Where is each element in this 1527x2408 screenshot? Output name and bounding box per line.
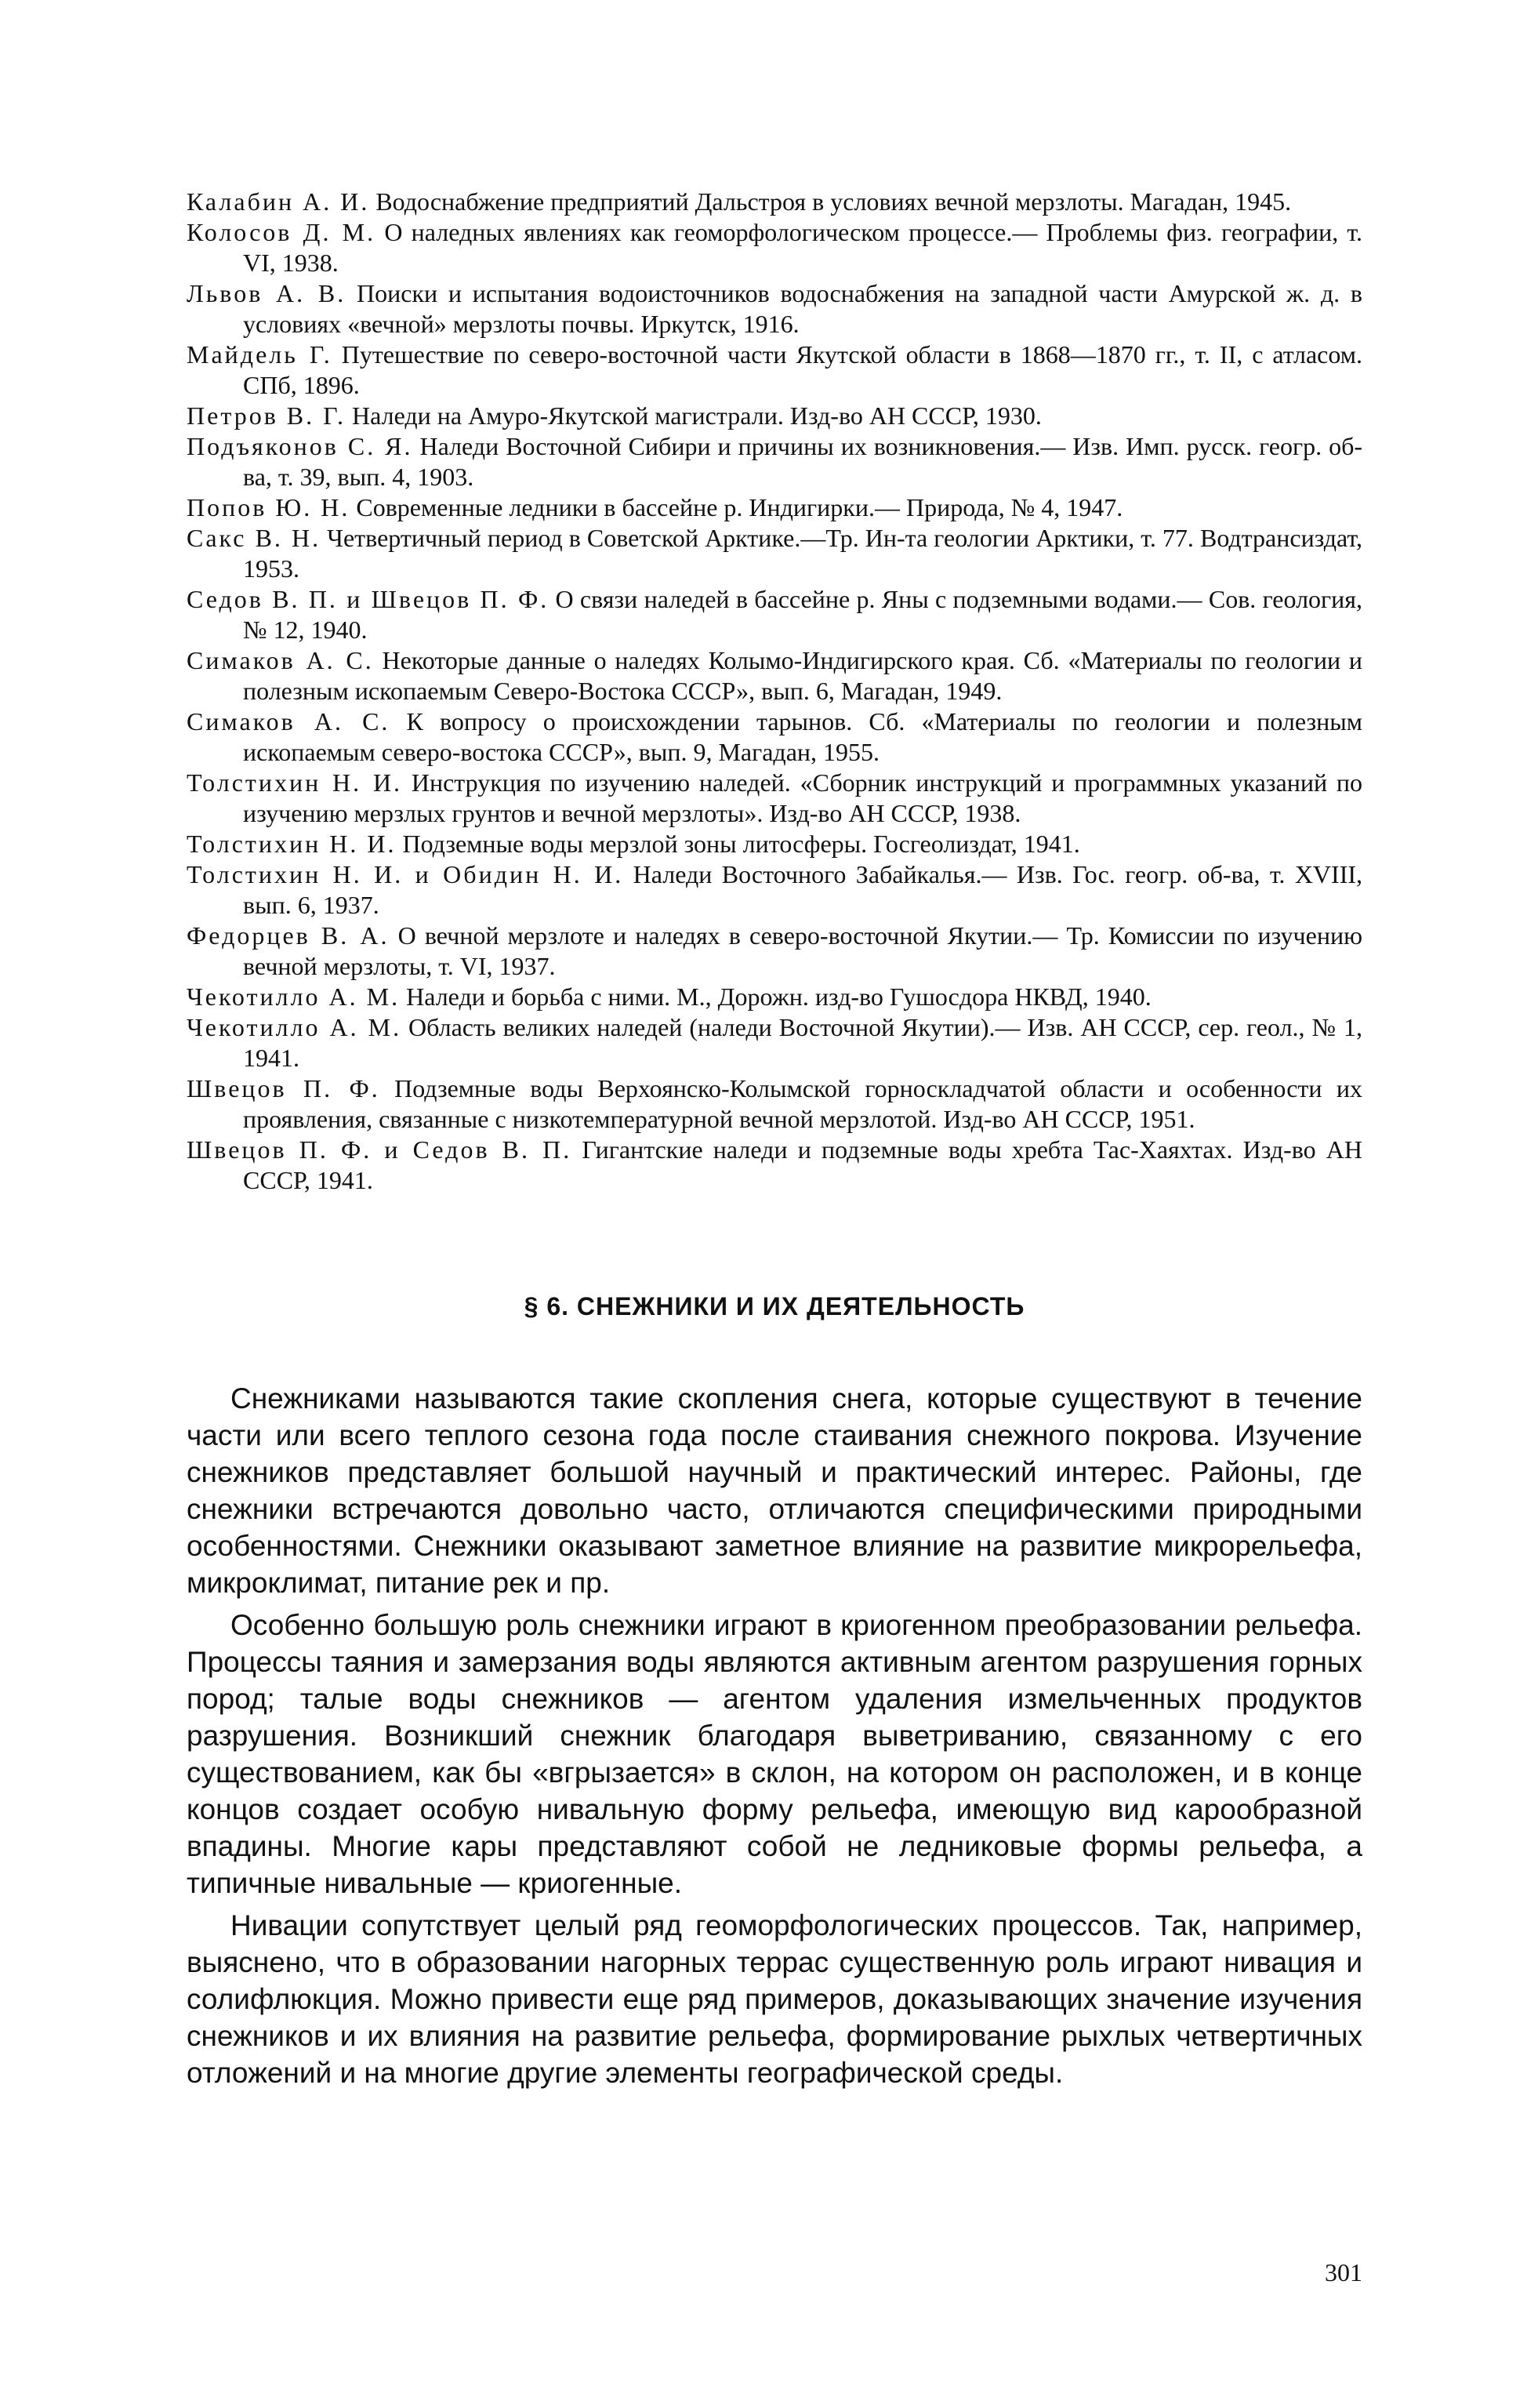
reference-author: Львов А. В. bbox=[187, 279, 346, 307]
reference-entry bbox=[187, 768, 1362, 829]
reference-text: Область великих наледей (наледи Восточной Якутии).— Изв. АН СССР, сер. геол., № 1, 1941. bbox=[243, 1013, 1362, 1072]
reference-text: Инструкция по изучению наледей. «Сборник инструкций и программных указаний по изучению мерзлых грунтов и вечной мерзлоты». Изд-во АН СССР, 1938. bbox=[243, 768, 1363, 827]
reference-text: Поиски и испытания водоисточников водоснабжения на западной части Амурской ж. д. в условиях «вечной» мерзлоты почвы. Иркутск, 1916. bbox=[243, 279, 1363, 338]
reference-entry bbox=[187, 401, 1362, 431]
reference-author: Майдель Г. bbox=[187, 340, 332, 369]
reference-author: Симаков А. С. bbox=[187, 646, 374, 674]
reference-author: Сакс В. Н. bbox=[187, 524, 321, 552]
reference-text: Путешествие по северо-восточной части Якутской области в 1868—1870 гг., т. II, с атласом. СПб, 1896. bbox=[243, 340, 1363, 399]
section-heading: § 6. СНЕЖНИКИ И ИХ ДЕЯТЕЛЬНОСТЬ bbox=[524, 1292, 1025, 1320]
page-number: 301 bbox=[1325, 2258, 1362, 2286]
reference-author: Петров В. Г. bbox=[187, 401, 346, 430]
reference-entry bbox=[187, 584, 1362, 645]
reference-text: О наледных явлениях как геоморфологическом процессе.— Проблемы физ. географии, т. VI, 1938. bbox=[243, 218, 1363, 277]
reference-author: Швецов П. Ф. bbox=[187, 1074, 380, 1102]
reference-author: Колосов Д. М. bbox=[187, 218, 376, 246]
reference-entry bbox=[187, 187, 1362, 217]
reference-entry bbox=[187, 523, 1362, 584]
reference-entry bbox=[187, 431, 1362, 492]
reference-entry bbox=[187, 645, 1362, 706]
reference-entry bbox=[187, 921, 1362, 982]
reference-entry bbox=[187, 492, 1362, 523]
body-paragraph: Снежниками называются такие скопления снега, которые существуют в течение части или всего теплого сезона года после стаивания снежного покрова. Изучение снежников представляет большой научный и практический интерес. Районы, где снежники встречаются довольно часто, отличаются специфическими природными особенностями. Снежники оказывают заметное влияние на развитие микрорельефа, микроклимат, питание рек и пр. bbox=[187, 1382, 1362, 1599]
reference-entry bbox=[187, 1073, 1362, 1135]
reference-text: Некоторые данные о наледях Колымо-Индигирского края. Сб. «Материалы по геологии и полезным ископаемым Северо-Востока СССР», вып. 6, Магадан, 1949. bbox=[243, 646, 1363, 705]
reference-text: Водоснабжение предприятий Дальстроя в условиях вечной мерзлоты. Магадан, 1945. bbox=[369, 187, 1292, 216]
reference-entry bbox=[187, 1012, 1362, 1073]
reference-author: Федорцев В. А. bbox=[187, 921, 390, 950]
reference-author: Швецов П. Ф. и Седов В. П. bbox=[187, 1135, 572, 1164]
reference-author: Симаков А. С. bbox=[187, 707, 390, 735]
body-paragraph: Особенно большую роль снежники играют в криогенном преобразовании рельефа. Процессы таяния и замерзания воды являются активным агентом разрушения горных пород; талые воды снежников — агентом удаления измельченных продуктов разрушения. Возникший снежник благодаря выветриванию, связанному с его существованием, как бы «вгрызается» в склон, на котором он расположен, и в конце концов создает особую нивальную форму рельефа, имеющую вид карообразной впадины. Многие кары представляют собой не ледниковые формы рельефа, а типичные нивальные — криогенные. bbox=[187, 1609, 1362, 1899]
reference-text: Наледи на Амуро-Якутской магистрали. Изд-во АН СССР, 1930. bbox=[346, 401, 1042, 430]
reference-text: Наледи Восточного Забайкалья.— Изв. Гос. геогр. об-ва, т. XVIII, вып. 6, 1937. bbox=[243, 860, 1363, 919]
reference-text: Наледи и борьба с ними. М., Дорожн. изд-во Гушосдора НКВД, 1940. bbox=[400, 982, 1152, 1011]
reference-entry bbox=[187, 1135, 1362, 1196]
reference-entry bbox=[187, 829, 1362, 859]
reference-text: Гигантские наледи и подземные воды хребта Тас-Хаяхтах. Изд-во АН СССР, 1941. bbox=[243, 1135, 1363, 1194]
reference-text: О вечной мерзлоте и наледях в северо-восточной Якутии.— Тр. Комиссии по изучению вечной мерзлоты, т. VI, 1937. bbox=[243, 921, 1363, 980]
reference-entry bbox=[187, 278, 1362, 340]
reference-author: Толстихин Н. И. и Обидин Н. И. bbox=[187, 860, 624, 888]
reference-text: Подземные воды Верхоянско-Колымской горноскладчатой области и особенности их проявления, связанные с низкотемпературной вечной мерзлотой. Изд-во АН СССР, 1951. bbox=[243, 1074, 1363, 1133]
reference-author: Толстихин Н. И. bbox=[187, 830, 397, 858]
reference-author: Попов Ю. Н. bbox=[187, 493, 350, 521]
reference-text: Наледи Восточной Сибири и причины их возникновения.— Изв. Имп. русск. геогр. об-ва, т. 39, вып. 4, 1903. bbox=[243, 432, 1363, 491]
reference-entry bbox=[187, 982, 1362, 1012]
reference-author: Толстихин Н. И. bbox=[187, 768, 403, 797]
reference-entry bbox=[187, 340, 1362, 401]
reference-author: Седов В. П. и Швецов П. Ф. bbox=[187, 585, 550, 613]
reference-entry bbox=[187, 706, 1362, 768]
reference-text: О связи наледей в бассейне р. Яны с подземными водами.— Сов. геология, № 12, 1940. bbox=[243, 585, 1363, 644]
reference-author: Подъяконов С. Я. bbox=[187, 432, 413, 460]
reference-author: Калабин А. И. bbox=[187, 187, 370, 216]
body-paragraph: Нивации сопутствует целый ряд геоморфологических процессов. Так, например, выяснено, что в образовании нагорных террас существенную роль играют нивация и солифлюкция. Можно привести еще ряд примеров, доказывающих значение изучения снежников и их влияния на развитие рельефа, формирование рыхлых четвертичных отложений и на многие другие элементы географической среды. bbox=[187, 1909, 1362, 2089]
reference-entry bbox=[187, 217, 1362, 278]
reference-author: Чекотилло А. М. bbox=[187, 982, 401, 1011]
reference-author: Чекотилло А. М. bbox=[187, 1013, 402, 1041]
reference-text: Четвертичный период в Советской Арктике.—Тр. Ин-та геологии Арктики, т. 77. Водтрансиздат, 1953. bbox=[243, 524, 1363, 583]
section-body bbox=[187, 1380, 1362, 2097]
reference-list bbox=[187, 187, 1362, 1196]
reference-text: Современные ледники в бассейне р. Индигирки.— Природа, № 4, 1947. bbox=[350, 493, 1123, 521]
reference-text: Подземные воды мерзлой зоны литосферы. Госгеолиздат, 1941. bbox=[396, 830, 1080, 858]
reference-text: К вопросу о происхождении тарынов. Сб. «Материалы по геологии и полезным ископаемым северо-востока СССР», вып. 9, Магадан, 1955. bbox=[243, 707, 1363, 766]
reference-entry bbox=[187, 859, 1362, 921]
